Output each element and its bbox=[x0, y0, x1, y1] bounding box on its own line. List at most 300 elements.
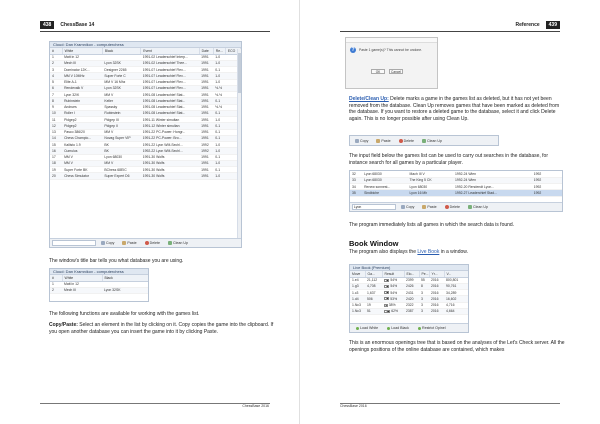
confirm-dialog bbox=[345, 37, 438, 89]
column-header: Yr... bbox=[429, 271, 444, 277]
table-cell: 5 bbox=[50, 79, 62, 85]
table-cell: 1.d4 bbox=[350, 296, 365, 302]
table-cell: 1991 bbox=[199, 173, 213, 179]
table-cell: 1991-07 Leaderschief Flex... bbox=[141, 85, 199, 91]
table-cell: 1.Nc3 bbox=[350, 308, 365, 314]
table-cell: 1.e4 bbox=[350, 277, 365, 283]
table-cell: 2322 bbox=[404, 302, 419, 308]
table-cell: 0-1 bbox=[213, 110, 225, 116]
paste-button[interactable] bbox=[419, 204, 439, 210]
page-number: 439 bbox=[546, 21, 560, 29]
table-cell: MM V bbox=[102, 160, 140, 166]
table-cell: 1991-08 Leaderschief Stat... bbox=[141, 104, 199, 110]
table-cell: Sindbiche bbox=[362, 190, 407, 196]
table-cell: 1991 bbox=[199, 129, 213, 135]
table-cell: Cumulus bbox=[62, 148, 102, 154]
paragraph-search: The input field below the games list can be used to carry out searches in the database, for instance search for all games by a particular player. bbox=[349, 153, 549, 166]
result-bar bbox=[384, 310, 390, 313]
footer-text: ChessBase 2016 bbox=[340, 404, 367, 408]
column-header: White bbox=[62, 275, 102, 281]
table-cell: 35 bbox=[350, 190, 362, 196]
table-cell: 1991-07 Leaderschief Flex... bbox=[141, 79, 199, 85]
delete-label: Delete bbox=[149, 241, 160, 245]
delete-label: Delete bbox=[449, 205, 460, 209]
column-header: V... bbox=[444, 271, 468, 277]
result-bar bbox=[384, 285, 389, 288]
search-input[interactable]: Lyon bbox=[352, 204, 396, 210]
table-cell: Rendevalk V bbox=[62, 85, 102, 91]
live-book-window[interactable] bbox=[349, 264, 469, 333]
copy-label: Copy bbox=[360, 138, 369, 143]
ok-button[interactable]: OK bbox=[371, 69, 385, 74]
table-cell: 19 bbox=[50, 167, 62, 173]
table-cell: ½-½ bbox=[213, 85, 225, 91]
delete-icon bbox=[145, 241, 149, 245]
table-cell: 1-0 bbox=[213, 79, 225, 85]
table-cell: 1991-02 Leaderschief Thee... bbox=[141, 60, 199, 66]
load-black-label: Load Black bbox=[391, 326, 409, 330]
table-cell: 1991-12 Winter simultan bbox=[141, 123, 199, 129]
paragraph-book bbox=[349, 249, 567, 256]
small-database-window[interactable] bbox=[49, 268, 149, 302]
vertical-scrollbar[interactable] bbox=[237, 49, 241, 238]
cleanup-icon bbox=[422, 139, 426, 143]
dialog-title bbox=[346, 38, 437, 43]
table-cell: 4,708 bbox=[365, 283, 382, 289]
copy-icon bbox=[355, 139, 359, 143]
table-cell: 14 bbox=[50, 135, 62, 141]
table-cell: Matt in 12 bbox=[62, 281, 102, 287]
table-row[interactable] bbox=[50, 173, 241, 179]
paste-button[interactable] bbox=[119, 240, 139, 246]
table-cell: 1991-07 Leaderschief Flex... bbox=[141, 73, 199, 79]
result-percent: 53% bbox=[390, 296, 398, 301]
table-cell: 1991-30 Wolfs bbox=[141, 173, 199, 179]
table-cell: 1992-27 Leaderchief Stad... bbox=[453, 190, 532, 196]
table-cell: Super Expert D6 bbox=[102, 173, 140, 179]
table-cell: 1991 bbox=[199, 160, 213, 166]
delete-cleanup-text: Delete marks a game in the games list as deleted, but it has not yet been removed from the database. Clean Up removes games that have been marked as deleted from the database. If you want to restore a deleted game to the database, select it and click Delete again. This is no longer possible after using Clean Up. bbox=[349, 96, 560, 122]
result-bar bbox=[384, 279, 389, 282]
live-book-footer bbox=[350, 323, 468, 332]
table-cell: Lyon 68030 bbox=[408, 184, 453, 190]
table-cell: 3 bbox=[419, 302, 429, 308]
column-header: White bbox=[62, 48, 102, 54]
scroll-thumb[interactable] bbox=[238, 53, 241, 93]
table-cell: Pidgep2 bbox=[62, 117, 102, 123]
table-cell: 1992 bbox=[532, 190, 562, 196]
table-cell: 7 bbox=[50, 92, 62, 98]
left-header bbox=[40, 20, 270, 30]
table-cell: 16,602 bbox=[444, 296, 468, 302]
table-cell: 1991-08 Leaderschief Stat... bbox=[141, 98, 199, 104]
live-book-table[interactable] bbox=[350, 271, 469, 315]
search-results-window[interactable] bbox=[349, 170, 563, 212]
small-window-title: Cloud: Dan Kramnikov - computerchess bbox=[50, 269, 148, 275]
table-cell: 1991-08 Leaderschief Stat... bbox=[141, 110, 199, 116]
database-window[interactable] bbox=[49, 41, 242, 248]
load-white-button[interactable] bbox=[353, 325, 381, 331]
table-cell: Elite A-1 bbox=[62, 79, 102, 85]
table-cell: 1 bbox=[50, 54, 62, 60]
column-header: Date bbox=[199, 48, 213, 54]
table-cell: 1991 bbox=[199, 123, 213, 129]
table-cell: 1-0 bbox=[213, 60, 225, 66]
table-cell: 1992-24 Wien bbox=[453, 177, 532, 183]
table-cell: 2 bbox=[50, 287, 62, 293]
table-cell: 3 bbox=[419, 296, 429, 302]
paste-label: Paste bbox=[127, 241, 137, 245]
table-cell: 1991 bbox=[199, 154, 213, 160]
copy-button[interactable] bbox=[352, 138, 371, 144]
table-cell: 1991 bbox=[199, 117, 213, 123]
table-cell: 10 bbox=[50, 110, 62, 116]
table-cell: 2016 bbox=[429, 283, 444, 289]
column-header: Black bbox=[102, 275, 148, 281]
page-number: 438 bbox=[40, 21, 54, 29]
table-cell: 33 bbox=[350, 177, 362, 183]
delete-button[interactable] bbox=[442, 204, 463, 210]
result-percent: 54% bbox=[390, 290, 398, 295]
table-cell: 1-0 bbox=[213, 173, 225, 179]
paste-icon bbox=[122, 241, 126, 245]
paste-button[interactable] bbox=[373, 138, 393, 144]
small-games-table[interactable] bbox=[50, 275, 149, 294]
table-cell: 1-0 bbox=[213, 148, 225, 154]
delete-cleanup-heading[interactable]: Delete/Clean Up: bbox=[349, 96, 389, 102]
table-cell: Keller bbox=[102, 98, 140, 104]
table-cell: 4 bbox=[50, 73, 62, 79]
result-percent: 38% bbox=[388, 303, 396, 308]
table-cell: Lyon 68030 bbox=[102, 154, 140, 160]
delete-button[interactable] bbox=[396, 138, 417, 144]
header-rule bbox=[340, 31, 560, 32]
table-cell: 34 bbox=[350, 184, 362, 190]
question-icon: ? bbox=[351, 47, 355, 53]
table-cell: 1-0 bbox=[213, 142, 225, 148]
paragraph-title-bar: The window's title bar tells you what database you are using. bbox=[49, 258, 184, 264]
table-cell: 3 bbox=[419, 290, 429, 296]
table-cell: 32 bbox=[350, 171, 362, 177]
table-cell: 2420 bbox=[404, 296, 419, 302]
table-cell: 3 bbox=[419, 308, 429, 314]
copy-button[interactable] bbox=[398, 204, 417, 210]
table-cell: MM V bbox=[102, 129, 140, 135]
cleanup-button[interactable] bbox=[465, 204, 491, 210]
column-header: # bbox=[50, 275, 62, 281]
table-cell: 1991-22 PC-Power: Hongr... bbox=[141, 129, 199, 135]
table-cell: BChess 68EIC bbox=[102, 167, 140, 173]
table-cell: Matt in 12 bbox=[62, 54, 102, 60]
table-cell: 1-0 bbox=[213, 73, 225, 79]
table-cell: 1991-22 PC-Power: Bro... bbox=[141, 135, 199, 141]
table-cell: Chess Simulator bbox=[62, 173, 102, 179]
table-cell: Pasco 386/20 bbox=[62, 129, 102, 135]
table-cell: 1-0 bbox=[213, 117, 225, 123]
table-cell: 1992-20 Rendendt Lyon... bbox=[453, 184, 532, 190]
table-cell: MM V bbox=[62, 160, 102, 166]
table-cell: 1 bbox=[50, 281, 62, 287]
result-percent: 62% bbox=[391, 309, 398, 314]
restrict-button[interactable] bbox=[415, 325, 449, 331]
book-window-heading: Book Window bbox=[349, 239, 399, 248]
table-cell: 1-0 bbox=[213, 54, 225, 60]
table-cell: MM V bbox=[62, 154, 102, 160]
table-cell: Chess Champio... bbox=[62, 135, 102, 141]
table-cell: 2431 bbox=[404, 290, 419, 296]
table-row[interactable] bbox=[50, 287, 148, 293]
footer-rule bbox=[340, 403, 560, 404]
table-cell: Roller I bbox=[62, 110, 102, 116]
column-header: ECO bbox=[225, 48, 240, 54]
table-cell: 0-1 bbox=[213, 167, 225, 173]
table-cell: 1992 bbox=[532, 177, 562, 183]
table-cell: 2016 bbox=[429, 296, 444, 302]
table-cell: Lyon 16 Mh bbox=[408, 190, 453, 196]
table-cell: Super Forte C bbox=[102, 73, 140, 79]
table-cell: 1991-30 Wolfs bbox=[141, 160, 199, 166]
table-cell: 11 bbox=[50, 117, 62, 123]
table-cell: 1991-07 Leaderschief Flex... bbox=[141, 67, 199, 73]
table-cell: 1992 bbox=[532, 184, 562, 190]
table-cell: 1991-11 Winter simultan bbox=[141, 117, 199, 123]
copy-paste-text: Select an element in the list by clicking on it. Copy copies the game into the clipboard. If you open another database you can insert the game into it by clicking Paste. bbox=[49, 322, 274, 335]
table-cell: Renew sonnest... bbox=[362, 184, 407, 190]
live-book-link[interactable]: Live Book bbox=[417, 249, 440, 255]
table-cell: 1992 bbox=[532, 171, 562, 177]
table-cell: ½-½ bbox=[213, 104, 225, 110]
paste-label: Paste bbox=[427, 205, 437, 209]
header-title: Reference bbox=[515, 22, 540, 28]
paste-icon bbox=[376, 139, 380, 143]
table-cell: 0-1 bbox=[213, 67, 225, 73]
book-text-post: in a window. bbox=[440, 249, 468, 255]
table-cell: 1991-30 Wolfs bbox=[141, 167, 199, 173]
table-cell: 1991 bbox=[199, 60, 213, 66]
table-cell: 1992 bbox=[199, 148, 213, 154]
table-cell: Kallisto 1.9 bbox=[62, 142, 102, 148]
cleanup-label: Clean Up bbox=[472, 205, 488, 209]
table-cell: 6 bbox=[50, 85, 62, 91]
table-cell: Novag Super VIP bbox=[102, 135, 140, 141]
table-cell: Mech III bbox=[62, 287, 102, 293]
table-cell: 9 bbox=[50, 104, 62, 110]
table-cell: 1991-30 Wolfs bbox=[141, 154, 199, 160]
table-cell: 21,112 bbox=[365, 277, 382, 283]
table-cell: 90,761 bbox=[444, 283, 468, 289]
table-cell: 18 bbox=[50, 160, 62, 166]
column-header: # bbox=[50, 48, 62, 54]
table-cell: Super Forte BK bbox=[62, 167, 102, 173]
table-cell: 0-1 bbox=[213, 154, 225, 160]
column-header: Re... bbox=[213, 48, 225, 54]
table-cell: 1991 bbox=[199, 104, 213, 110]
table-cell: Pidgep II bbox=[102, 123, 140, 129]
table-cell: 1991 bbox=[199, 98, 213, 104]
copy-paste-heading: Copy/Paste: bbox=[49, 322, 78, 328]
table-cell: Pidgep III bbox=[102, 117, 140, 123]
table-cell: 1991-22 Lyon WM-Sechl... bbox=[141, 142, 199, 148]
table-cell: 2426 bbox=[404, 283, 419, 289]
toolbar-window bbox=[349, 135, 499, 146]
header-title: ChessBase 14 bbox=[60, 22, 95, 28]
table-cell: 4,664 bbox=[444, 308, 468, 314]
table-cell: 1991 bbox=[199, 92, 213, 98]
paragraph-live-book: This is an enormous openings tree that is based on the analyses of the Let's Check server. All the openings positions of the online database are contained, which makes bbox=[349, 340, 565, 353]
table-cell: 1991 bbox=[199, 167, 213, 173]
cleanup-button[interactable] bbox=[419, 138, 445, 144]
copy-button[interactable] bbox=[98, 240, 117, 246]
table-cell: 2016 bbox=[429, 277, 444, 283]
table-cell: 19 bbox=[365, 302, 382, 308]
table-cell: 20 bbox=[50, 173, 62, 179]
table-cell: 0-1 bbox=[213, 129, 225, 135]
table-cell: BK bbox=[102, 148, 140, 154]
table-cell: 8 bbox=[419, 283, 429, 289]
book-text-pre: The program also displays the bbox=[349, 249, 416, 255]
table-cell: MM V 16 Mhz bbox=[102, 79, 140, 85]
column-header: Result bbox=[382, 271, 404, 277]
table-cell: 0-1 bbox=[213, 98, 225, 104]
table-cell: 506 bbox=[365, 296, 382, 302]
window-title: Cloud: Dan Kramnikov - computerchess bbox=[50, 42, 241, 48]
cancel-button[interactable]: Cancel bbox=[389, 69, 403, 74]
column-header: Elo... bbox=[404, 271, 419, 277]
table-cell: 55 bbox=[419, 277, 429, 283]
table-cell: Spassky bbox=[102, 104, 140, 110]
check-icon bbox=[387, 327, 390, 330]
header-rule bbox=[40, 31, 270, 32]
table-cell: 34,289 bbox=[444, 290, 468, 296]
table-cell: 1991 bbox=[199, 79, 213, 85]
table-cell: 13 bbox=[50, 129, 62, 135]
cleanup-button[interactable] bbox=[165, 240, 191, 246]
table-cell: Mech III bbox=[62, 60, 102, 66]
table-cell: MM V 10MHz bbox=[62, 73, 102, 79]
table-cell: Rubinstein bbox=[62, 98, 102, 104]
games-toolbar bbox=[50, 238, 241, 247]
table-cell: Mach III V bbox=[408, 171, 453, 177]
table-cell: 16 bbox=[50, 148, 62, 154]
table-cell: 2399 bbox=[404, 277, 419, 283]
restrict-label: Restrict Opinel bbox=[421, 326, 446, 330]
result-bar bbox=[384, 297, 389, 300]
games-table[interactable] bbox=[50, 48, 241, 180]
table-cell: 15 bbox=[50, 142, 62, 148]
table-cell: 1,637 bbox=[365, 290, 382, 296]
cleanup-icon bbox=[468, 205, 472, 209]
copy-label: Copy bbox=[106, 241, 115, 245]
table-cell: 1.Nc3 bbox=[350, 302, 365, 308]
table-cell: 1.c3 bbox=[350, 290, 365, 296]
right-page bbox=[300, 0, 600, 424]
table-cell: 1992-22 Lyon WM-Sechl... bbox=[141, 148, 199, 154]
table-cell: MM V bbox=[102, 92, 140, 98]
table-cell: 1-0 bbox=[213, 160, 225, 166]
result-bar bbox=[384, 291, 389, 294]
table-cell: 0-1 bbox=[213, 123, 225, 129]
table-cell: 1991 bbox=[199, 73, 213, 79]
load-white-label: Load White bbox=[360, 326, 379, 330]
table-cell: Lyon 32SK bbox=[102, 85, 140, 91]
table-cell: 2016 bbox=[429, 308, 444, 314]
cleanup-label: Clean Up bbox=[172, 241, 188, 245]
table-cell: The King 5 CK bbox=[408, 177, 453, 183]
dialog-message: Paste 1 game(s)? This cannot be undone. bbox=[359, 48, 423, 52]
column-header: Move bbox=[350, 271, 365, 277]
cleanup-label: Clean Up bbox=[426, 138, 442, 143]
table-cell: 2016 bbox=[429, 290, 444, 296]
table-cell: 0-1 bbox=[213, 135, 225, 141]
table-cell: 1991 bbox=[199, 110, 213, 116]
copy-icon bbox=[101, 241, 105, 245]
table-cell: 2016 bbox=[429, 302, 444, 308]
column-header: Pe... bbox=[419, 271, 429, 277]
table-cell: 1992 bbox=[199, 142, 213, 148]
table-cell: Designer 2265 bbox=[102, 67, 140, 73]
paste-label: Paste bbox=[381, 138, 391, 143]
column-header: Ga... bbox=[365, 271, 382, 277]
result-percent: 54% bbox=[390, 284, 398, 289]
check-icon bbox=[418, 327, 421, 330]
load-black-button[interactable] bbox=[384, 325, 412, 331]
search-input[interactable] bbox=[52, 240, 96, 246]
table-cell: Andrues bbox=[62, 104, 102, 110]
table-cell: 1992-24 Wien bbox=[453, 171, 532, 177]
table-cell: Lyon 68030 bbox=[362, 177, 407, 183]
table-cell: 1991 bbox=[199, 54, 213, 60]
table-cell: 4,716 bbox=[444, 302, 468, 308]
table-row[interactable] bbox=[350, 190, 562, 196]
delete-label: Delete bbox=[403, 138, 414, 143]
paragraph-lists: The program immediately lists all games in which the search data is found. bbox=[349, 222, 515, 228]
table-cell: 1991-02 Leaderschief Interp... bbox=[141, 54, 199, 60]
cleanup-icon bbox=[168, 241, 172, 245]
table-cell: Pidgep2 bbox=[62, 123, 102, 129]
table-cell: Rubinstein bbox=[102, 110, 140, 116]
footer-text: ChessBase 2016 bbox=[242, 404, 269, 408]
delete-icon bbox=[399, 139, 403, 143]
toolbar-strip bbox=[350, 135, 498, 145]
table-cell: 8 bbox=[50, 98, 62, 104]
paragraph-functions: The following functions are available for working with the games list. bbox=[49, 311, 200, 317]
delete-button[interactable] bbox=[142, 240, 163, 246]
column-header: Event bbox=[141, 48, 199, 54]
delete-icon bbox=[445, 205, 449, 209]
search-results-table[interactable] bbox=[350, 171, 562, 197]
table-cell bbox=[382, 308, 404, 314]
check-icon bbox=[356, 327, 359, 330]
table-cell: Lyon 68030 bbox=[362, 171, 407, 177]
table-cell: 2 bbox=[50, 60, 62, 66]
search-toolbar bbox=[350, 202, 562, 211]
table-cell: 1991-08 Leaderschief Stat... bbox=[141, 92, 199, 98]
copy-label: Copy bbox=[406, 205, 415, 209]
table-cell: Dominator 12K... bbox=[62, 67, 102, 73]
table-cell: ½-½ bbox=[213, 92, 225, 98]
result-bar bbox=[384, 304, 388, 307]
table-cell: 800,801 bbox=[444, 277, 468, 283]
table-cell: 1991 bbox=[199, 135, 213, 141]
table-cell: 12 bbox=[50, 123, 62, 129]
table-cell: BK bbox=[102, 142, 140, 148]
paste-icon bbox=[422, 205, 426, 209]
table-cell: 1991 bbox=[199, 85, 213, 91]
table-cell: Lyon 32SK bbox=[102, 287, 148, 293]
table-cell: 1.g3 bbox=[350, 283, 365, 289]
table-row[interactable] bbox=[350, 308, 468, 314]
table-cell: 2387 bbox=[404, 308, 419, 314]
